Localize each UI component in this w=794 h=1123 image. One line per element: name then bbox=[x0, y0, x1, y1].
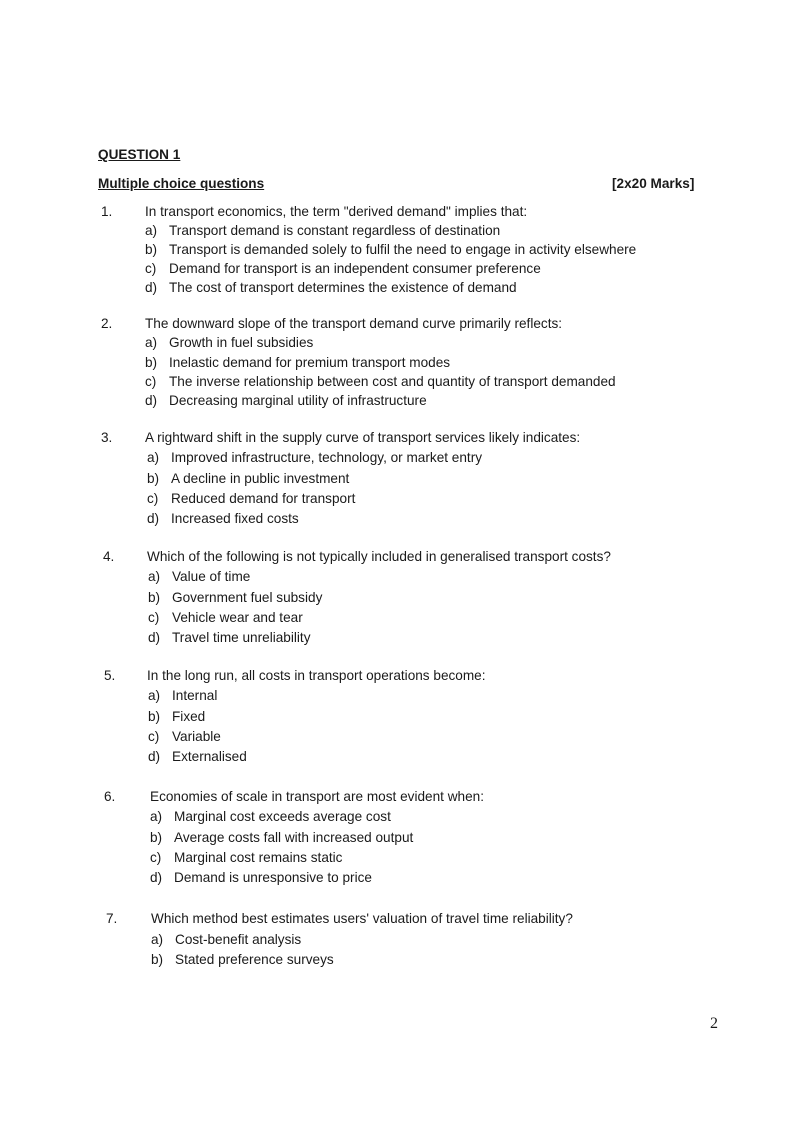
option-letter: a) bbox=[148, 569, 161, 585]
answer-option bbox=[147, 450, 482, 465]
option-letter: c) bbox=[150, 849, 162, 865]
option-text: The inverse relationship between cost and quantity of transport demanded bbox=[169, 373, 616, 389]
option-letter: b) bbox=[145, 242, 158, 257]
option-text: Average costs fall with increased output bbox=[174, 829, 414, 845]
option-letter: d) bbox=[145, 280, 158, 295]
answer-option bbox=[148, 709, 205, 724]
question-number: 1. bbox=[101, 204, 113, 219]
option-text: The cost of transport determines the existence of demand bbox=[169, 280, 517, 295]
question-number: 6. bbox=[104, 789, 116, 804]
option-text: Marginal cost remains static bbox=[174, 849, 343, 865]
option-letter: a) bbox=[145, 335, 158, 351]
option-letter: b) bbox=[147, 470, 160, 486]
answer-option bbox=[150, 870, 372, 885]
option-text: Reduced demand for transport bbox=[171, 490, 356, 506]
option-letter: d) bbox=[147, 511, 160, 527]
option-text: Government fuel subsidy bbox=[172, 589, 323, 605]
answer-option bbox=[147, 491, 355, 506]
option-letter: c) bbox=[148, 728, 160, 744]
answer-option bbox=[148, 749, 247, 764]
option-text: Travel time unreliability bbox=[172, 630, 311, 646]
answer-option bbox=[148, 569, 250, 584]
question-text: A rightward shift in the supply curve of transport services likely indicates: bbox=[145, 430, 581, 445]
answer-option bbox=[148, 729, 221, 744]
answer-option bbox=[150, 830, 413, 845]
answer-option bbox=[148, 688, 217, 703]
question-number: 3. bbox=[101, 430, 113, 445]
question-number: 5. bbox=[104, 668, 116, 683]
question-text: Which method best estimates users' valuation of travel time reliability? bbox=[151, 911, 573, 926]
option-text: Increased fixed costs bbox=[171, 511, 299, 527]
question-number: 2. bbox=[101, 316, 113, 331]
answer-option bbox=[145, 261, 541, 276]
option-letter: a) bbox=[150, 809, 163, 825]
option-letter: b) bbox=[148, 708, 161, 724]
option-text: Demand for transport is an independent consumer preference bbox=[169, 261, 541, 276]
answer-option bbox=[145, 393, 427, 408]
section-title: QUESTION 1 bbox=[98, 147, 181, 162]
answer-option bbox=[145, 374, 616, 389]
option-letter: c) bbox=[145, 261, 157, 276]
option-letter: b) bbox=[151, 952, 164, 967]
option-letter: c) bbox=[145, 373, 157, 389]
option-text: Demand is unresponsive to price bbox=[174, 870, 372, 886]
option-text: Cost-benefit analysis bbox=[175, 931, 302, 947]
answer-option bbox=[148, 630, 311, 645]
option-text: Transport demand is constant regardless of destination bbox=[169, 223, 501, 238]
option-text: Externalised bbox=[172, 749, 247, 765]
answer-option bbox=[145, 223, 500, 238]
answer-option bbox=[147, 471, 349, 486]
option-text: Stated preference surveys bbox=[175, 952, 334, 967]
answer-option bbox=[145, 335, 313, 350]
option-letter: a) bbox=[148, 688, 161, 704]
option-text: Vehicle wear and tear bbox=[172, 609, 303, 625]
question-text: In the long run, all costs in transport operations become: bbox=[147, 668, 486, 683]
answer-option bbox=[148, 590, 322, 605]
answer-option bbox=[147, 511, 299, 526]
answer-option bbox=[151, 932, 301, 947]
option-letter: b) bbox=[150, 829, 163, 845]
answer-option bbox=[145, 242, 636, 257]
answer-option bbox=[145, 355, 450, 370]
option-letter: d) bbox=[145, 393, 158, 409]
option-text: Variable bbox=[172, 728, 221, 744]
option-text: Growth in fuel subsidies bbox=[169, 335, 314, 351]
option-text: Fixed bbox=[172, 708, 206, 724]
option-letter: c) bbox=[148, 609, 160, 625]
answer-option bbox=[148, 610, 303, 625]
option-letter: b) bbox=[148, 589, 161, 605]
question-text: Which of the following is not typically included in generalised transport costs? bbox=[147, 549, 611, 564]
option-letter: a) bbox=[147, 450, 160, 466]
option-letter: c) bbox=[147, 490, 159, 506]
question-number: 7. bbox=[106, 911, 118, 926]
option-letter: d) bbox=[150, 870, 163, 886]
option-letter: a) bbox=[151, 931, 164, 947]
question-number: 4. bbox=[103, 549, 115, 564]
option-letter: b) bbox=[145, 354, 158, 370]
answer-option bbox=[150, 850, 342, 865]
marks-label: [2x20 Marks] bbox=[612, 176, 695, 191]
answer-option bbox=[151, 952, 334, 967]
option-text: Internal bbox=[172, 688, 218, 704]
option-text: Value of time bbox=[172, 569, 251, 585]
answer-option bbox=[150, 809, 391, 824]
option-text: Decreasing marginal utility of infrastructure bbox=[169, 393, 427, 409]
question-text: Economies of scale in transport are most evident when: bbox=[150, 789, 484, 804]
option-text: Transport is demanded solely to fulfil the need to engage in activity elsewhere bbox=[169, 242, 637, 257]
subsection-title: Multiple choice questions bbox=[98, 176, 265, 191]
option-text: Marginal cost exceeds average cost bbox=[174, 809, 391, 825]
answer-option bbox=[145, 280, 517, 295]
option-letter: d) bbox=[148, 749, 161, 765]
page-number: 2 bbox=[710, 1015, 718, 1032]
question-text: The downward slope of the transport demand curve primarily reflects: bbox=[145, 316, 563, 331]
option-letter: d) bbox=[148, 630, 161, 646]
option-letter: a) bbox=[145, 223, 158, 238]
option-text: A decline in public investment bbox=[171, 470, 350, 486]
option-text: Inelastic demand for premium transport modes bbox=[169, 354, 451, 370]
question-text: In transport economics, the term "derived demand" implies that: bbox=[145, 204, 528, 219]
option-text: Improved infrastructure, technology, or market entry bbox=[171, 450, 483, 466]
